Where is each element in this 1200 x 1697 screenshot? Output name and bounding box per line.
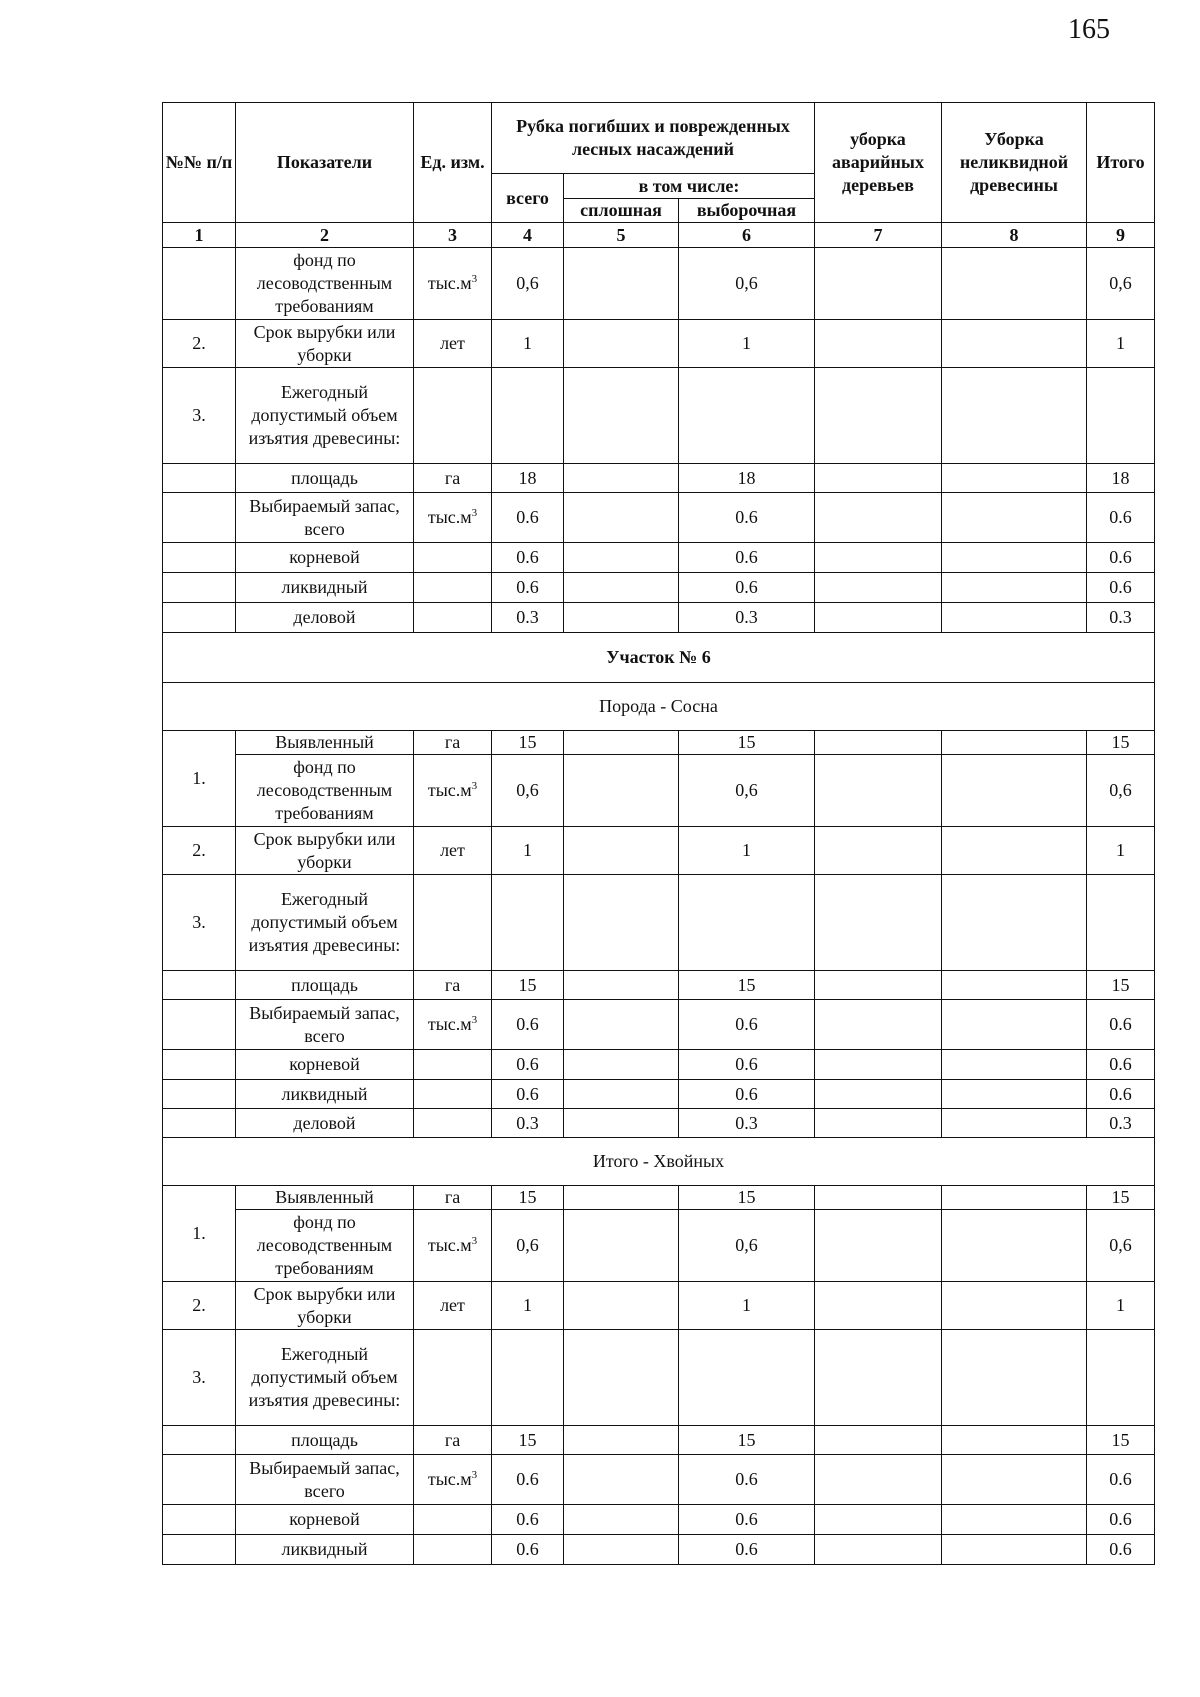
table-row <box>163 248 1155 320</box>
cell-value: 0.6 <box>679 543 815 573</box>
cell-value <box>942 731 1087 755</box>
cell-value <box>564 1210 679 1282</box>
section-title: Итого - Хвойных <box>163 1138 1155 1186</box>
cell-unit: лет <box>414 827 492 875</box>
cell-value <box>942 248 1087 320</box>
cell-value: 0.6 <box>492 573 564 603</box>
table-row <box>163 1535 1155 1565</box>
cell-value <box>815 755 942 827</box>
cell-value <box>1087 368 1155 464</box>
cell-value: 18 <box>679 464 815 493</box>
cell-value: 0,6 <box>1087 1210 1155 1282</box>
cell-value <box>679 1330 815 1426</box>
cell-num <box>163 1426 236 1455</box>
cell-value: 0.6 <box>1087 1505 1155 1535</box>
cell-indicator: ликвидный <box>236 1080 414 1109</box>
cell-value <box>942 755 1087 827</box>
cell-value <box>942 827 1087 875</box>
cell-value: 18 <box>1087 464 1155 493</box>
forest-table <box>162 102 1155 1565</box>
cell-value: 0.6 <box>679 1455 815 1505</box>
section-subtitle-row <box>163 683 1155 731</box>
cell-num <box>163 464 236 493</box>
cell-value: 0.3 <box>492 1109 564 1138</box>
cell-value: 0.6 <box>1087 1000 1155 1050</box>
cell-value <box>564 1426 679 1455</box>
cell-indicator: площадь <box>236 464 414 493</box>
cell-indicator: Выбираемый запас, всего <box>236 1000 414 1050</box>
cell-unit <box>414 875 492 971</box>
cell-value <box>942 1330 1087 1426</box>
cell-value <box>564 493 679 543</box>
col-number: 3 <box>414 223 492 248</box>
cell-unit <box>414 1535 492 1565</box>
cell-value: 1 <box>679 320 815 368</box>
cell-indicator: Срок вырубки или уборки <box>236 320 414 368</box>
header-total-all: всего <box>492 174 564 223</box>
cell-value <box>815 368 942 464</box>
cell-value: 0.6 <box>1087 493 1155 543</box>
cell-value <box>492 368 564 464</box>
cell-value: 0.6 <box>1087 1535 1155 1565</box>
cell-value: 0.6 <box>1087 573 1155 603</box>
cell-unit: $тыс.м^3$ <box>414 755 492 827</box>
cell-unit <box>414 1109 492 1138</box>
col-number: 8 <box>942 223 1087 248</box>
cell-value: 15 <box>492 971 564 1000</box>
cell-num <box>163 603 236 633</box>
cell-value <box>564 1080 679 1109</box>
cell-value <box>942 368 1087 464</box>
cell-value: 0.6 <box>679 1000 815 1050</box>
cell-indicator: корневой <box>236 1505 414 1535</box>
cell-value: 0.3 <box>1087 603 1155 633</box>
cell-value: 15 <box>679 731 815 755</box>
cell-value: 0.6 <box>492 1080 564 1109</box>
cell-value <box>942 1455 1087 1505</box>
header-emergency: уборка аварийных деревьев <box>815 103 942 223</box>
cell-value <box>815 573 942 603</box>
cell-value <box>942 1505 1087 1535</box>
cell-indicator: площадь <box>236 1426 414 1455</box>
cell-num <box>163 493 236 543</box>
cell-value <box>942 1210 1087 1282</box>
cell-value <box>815 543 942 573</box>
cell-unit: га <box>414 731 492 755</box>
cell-indicator: Выбираемый запас, всего <box>236 1455 414 1505</box>
cell-value <box>815 320 942 368</box>
cell-value: 1 <box>492 320 564 368</box>
cell-value: 0.6 <box>679 1535 815 1565</box>
cell-indicator: площадь <box>236 971 414 1000</box>
section-title-row <box>163 1138 1155 1186</box>
table-row <box>163 1426 1155 1455</box>
cell-value <box>942 1109 1087 1138</box>
cell-unit: га <box>414 971 492 1000</box>
cell-value <box>815 493 942 543</box>
cell-num: 2. <box>163 1282 236 1330</box>
cell-num <box>163 1505 236 1535</box>
cell-value <box>564 320 679 368</box>
table-row <box>163 603 1155 633</box>
cell-value <box>942 971 1087 1000</box>
cell-value: 0.3 <box>1087 1109 1155 1138</box>
section-title: Участок № 6 <box>163 633 1155 683</box>
cell-value: 1 <box>492 1282 564 1330</box>
cell-value: 0.6 <box>679 1080 815 1109</box>
table-row <box>163 1330 1155 1426</box>
cell-value <box>815 1282 942 1330</box>
table-row <box>163 543 1155 573</box>
col-number: 4 <box>492 223 564 248</box>
cell-value <box>815 603 942 633</box>
cell-value <box>679 875 815 971</box>
table-row <box>163 1455 1155 1505</box>
cell-num <box>163 1109 236 1138</box>
cell-value <box>942 1426 1087 1455</box>
cell-value <box>815 827 942 875</box>
cell-num: 3. <box>163 875 236 971</box>
cell-value: 0.6 <box>1087 1050 1155 1080</box>
cell-unit: $тыс.м^3$ <box>414 1455 492 1505</box>
cell-value: 0.3 <box>492 603 564 633</box>
cell-value <box>942 1000 1087 1050</box>
col-number: 9 <box>1087 223 1155 248</box>
col-number: 7 <box>815 223 942 248</box>
cell-num <box>163 248 236 320</box>
cell-value <box>564 731 679 755</box>
cell-value: 0.6 <box>679 493 815 543</box>
cell-num: 1. <box>163 1186 236 1282</box>
cell-value <box>564 1000 679 1050</box>
cell-value <box>564 755 679 827</box>
column-numbers-row <box>163 223 1155 248</box>
cell-value: 0,6 <box>1087 755 1155 827</box>
cell-value: 1 <box>1087 827 1155 875</box>
cell-value <box>815 1186 942 1210</box>
cell-value <box>564 875 679 971</box>
cell-unit <box>414 603 492 633</box>
cell-value <box>815 248 942 320</box>
cell-indicator: фонд по лесоводственным требованиям <box>236 1210 414 1282</box>
cell-value <box>815 1050 942 1080</box>
header-unit: Ед. изм. <box>414 103 492 223</box>
cell-indicator: Ежегодный допустимый объем изъятия древесины: <box>236 875 414 971</box>
table-row <box>163 493 1155 543</box>
cell-value <box>564 1330 679 1426</box>
cell-unit: лет <box>414 1282 492 1330</box>
cell-value: 1 <box>492 827 564 875</box>
cell-value <box>942 320 1087 368</box>
cell-num: 3. <box>163 1330 236 1426</box>
cell-unit: га <box>414 464 492 493</box>
cell-value: 0,6 <box>1087 248 1155 320</box>
cell-indicator: Выявленный <box>236 1186 414 1210</box>
cell-value <box>942 603 1087 633</box>
col-number: 5 <box>564 223 679 248</box>
cell-indicator: Срок вырубки или уборки <box>236 827 414 875</box>
cell-indicator: Ежегодный допустимый объем изъятия древесины: <box>236 368 414 464</box>
cell-value: 0.6 <box>492 1050 564 1080</box>
cell-value <box>564 1109 679 1138</box>
cell-value <box>564 1050 679 1080</box>
table-row <box>163 368 1155 464</box>
cell-value <box>815 464 942 493</box>
cell-value <box>942 464 1087 493</box>
cell-value <box>942 1535 1087 1565</box>
cell-value: 0.6 <box>679 573 815 603</box>
table-row <box>163 1080 1155 1109</box>
cell-value <box>1087 1330 1155 1426</box>
cell-value: 0,6 <box>679 1210 815 1282</box>
table-row <box>163 1282 1155 1330</box>
cell-value <box>942 1080 1087 1109</box>
cell-value <box>564 1505 679 1535</box>
cell-num: 2. <box>163 320 236 368</box>
cell-value <box>564 1186 679 1210</box>
col-number: 6 <box>679 223 815 248</box>
cell-num <box>163 543 236 573</box>
table-row <box>163 1505 1155 1535</box>
table-row <box>163 464 1155 493</box>
section-subtitle: Порода - Сосна <box>163 683 1155 731</box>
cell-unit <box>414 1080 492 1109</box>
cell-value <box>564 573 679 603</box>
cell-indicator: деловой <box>236 603 414 633</box>
table-row <box>163 1210 1155 1282</box>
cell-value <box>815 1109 942 1138</box>
cell-value <box>942 1186 1087 1210</box>
cell-value: 0,6 <box>679 248 815 320</box>
cell-value: 0.6 <box>492 493 564 543</box>
cell-value: 0.6 <box>679 1050 815 1080</box>
table-row <box>163 1109 1155 1138</box>
header-num: №№ п/п <box>163 103 236 223</box>
cell-unit <box>414 1505 492 1535</box>
header-itogo: Итого <box>1087 103 1155 223</box>
cell-value <box>815 971 942 1000</box>
cell-value <box>1087 875 1155 971</box>
cell-value: 1 <box>679 827 815 875</box>
cell-value: 15 <box>679 971 815 1000</box>
cell-indicator: ликвидный <box>236 573 414 603</box>
header-including: в том числе: <box>564 174 815 199</box>
cell-unit <box>414 368 492 464</box>
table-row <box>163 755 1155 827</box>
cell-value <box>815 1000 942 1050</box>
cell-value: 15 <box>679 1186 815 1210</box>
cell-value <box>679 368 815 464</box>
cell-value: 0,6 <box>492 1210 564 1282</box>
cell-value: 0,6 <box>492 248 564 320</box>
cell-value <box>564 248 679 320</box>
cell-value: 0,6 <box>679 755 815 827</box>
cell-unit: $тыс.м^3$ <box>414 1210 492 1282</box>
cell-indicator: Выбираемый запас, всего <box>236 493 414 543</box>
cell-value: 1 <box>679 1282 815 1330</box>
cell-indicator: Ежегодный допустимый объем изъятия древесины: <box>236 1330 414 1426</box>
cell-value <box>564 464 679 493</box>
cell-num <box>163 1000 236 1050</box>
header-illiquid: Уборка неликвидной древесины <box>942 103 1087 223</box>
cell-indicator: ликвидный <box>236 1535 414 1565</box>
cell-value: 15 <box>1087 1426 1155 1455</box>
table-row <box>163 320 1155 368</box>
cell-num <box>163 573 236 603</box>
cell-value: 0.6 <box>492 543 564 573</box>
cell-value <box>815 1080 942 1109</box>
header-group: Рубка погибших и поврежденных лесных насаждений <box>492 103 815 174</box>
cell-value <box>942 1282 1087 1330</box>
cell-unit <box>414 543 492 573</box>
cell-unit <box>414 573 492 603</box>
cell-value <box>815 1426 942 1455</box>
cell-value: 0.6 <box>679 1505 815 1535</box>
cell-num <box>163 971 236 1000</box>
cell-indicator: Выявленный <box>236 731 414 755</box>
cell-value <box>492 875 564 971</box>
cell-num <box>163 1455 236 1505</box>
cell-value <box>942 875 1087 971</box>
cell-value: 0.6 <box>492 1505 564 1535</box>
cell-value <box>564 1455 679 1505</box>
cell-value <box>815 1455 942 1505</box>
cell-value <box>815 875 942 971</box>
cell-unit: га <box>414 1426 492 1455</box>
cell-value: 15 <box>492 1186 564 1210</box>
cell-unit <box>414 1330 492 1426</box>
cell-num: 1. <box>163 731 236 827</box>
cell-value: 0.6 <box>492 1000 564 1050</box>
cell-value: 1 <box>1087 320 1155 368</box>
header-selective: выборочная <box>679 199 815 223</box>
cell-value: 15 <box>492 731 564 755</box>
cell-value <box>564 543 679 573</box>
cell-value <box>492 1330 564 1426</box>
table-row <box>163 1186 1155 1210</box>
cell-num <box>163 1535 236 1565</box>
cell-unit: лет <box>414 320 492 368</box>
header-solid: сплошная <box>564 199 679 223</box>
cell-value: 0.6 <box>1087 1455 1155 1505</box>
cell-indicator: корневой <box>236 543 414 573</box>
cell-value <box>564 1282 679 1330</box>
table-row <box>163 827 1155 875</box>
cell-value <box>564 971 679 1000</box>
cell-indicator: корневой <box>236 1050 414 1080</box>
cell-value <box>942 493 1087 543</box>
cell-num: 2. <box>163 827 236 875</box>
col-number: 1 <box>163 223 236 248</box>
cell-unit: $тыс.м^3$ <box>414 1000 492 1050</box>
table-row <box>163 875 1155 971</box>
cell-value: 15 <box>1087 1186 1155 1210</box>
cell-value <box>815 1330 942 1426</box>
cell-value: 0.6 <box>492 1455 564 1505</box>
col-number: 2 <box>236 223 414 248</box>
cell-value: 0.3 <box>679 1109 815 1138</box>
cell-value <box>815 1210 942 1282</box>
cell-num <box>163 1050 236 1080</box>
cell-value <box>815 731 942 755</box>
cell-value <box>564 368 679 464</box>
table-row <box>163 971 1155 1000</box>
cell-num <box>163 1080 236 1109</box>
header-indicator: Показатели <box>236 103 414 223</box>
cell-unit: га <box>414 1186 492 1210</box>
cell-value: 18 <box>492 464 564 493</box>
cell-value <box>815 1505 942 1535</box>
cell-value: 1 <box>1087 1282 1155 1330</box>
cell-value: 15 <box>1087 971 1155 1000</box>
cell-value <box>942 1050 1087 1080</box>
cell-value <box>564 827 679 875</box>
cell-value: 0.6 <box>492 1535 564 1565</box>
cell-indicator: деловой <box>236 1109 414 1138</box>
cell-indicator: фонд по лесоводственным требованиям <box>236 755 414 827</box>
cell-value: 15 <box>1087 731 1155 755</box>
cell-value <box>815 1535 942 1565</box>
cell-value: 15 <box>679 1426 815 1455</box>
cell-num: 3. <box>163 368 236 464</box>
table-row <box>163 1050 1155 1080</box>
cell-value: 15 <box>492 1426 564 1455</box>
cell-indicator: Срок вырубки или уборки <box>236 1282 414 1330</box>
cell-value: 0.3 <box>679 603 815 633</box>
cell-value <box>942 573 1087 603</box>
cell-value: 0.6 <box>1087 543 1155 573</box>
section-title-row <box>163 633 1155 683</box>
cell-indicator: фонд по лесоводственным требованиям <box>236 248 414 320</box>
cell-value: 0,6 <box>492 755 564 827</box>
cell-unit: $тыс.м^3$ <box>414 493 492 543</box>
header-row-1 <box>163 103 1155 174</box>
cell-unit <box>414 1050 492 1080</box>
page-number: 165 <box>1068 14 1110 45</box>
cell-unit: $тыс.м^3$ <box>414 248 492 320</box>
table-row <box>163 731 1155 755</box>
cell-value <box>564 603 679 633</box>
table-row <box>163 1000 1155 1050</box>
cell-value <box>942 543 1087 573</box>
cell-value <box>564 1535 679 1565</box>
table-row <box>163 573 1155 603</box>
cell-value: 0.6 <box>1087 1080 1155 1109</box>
